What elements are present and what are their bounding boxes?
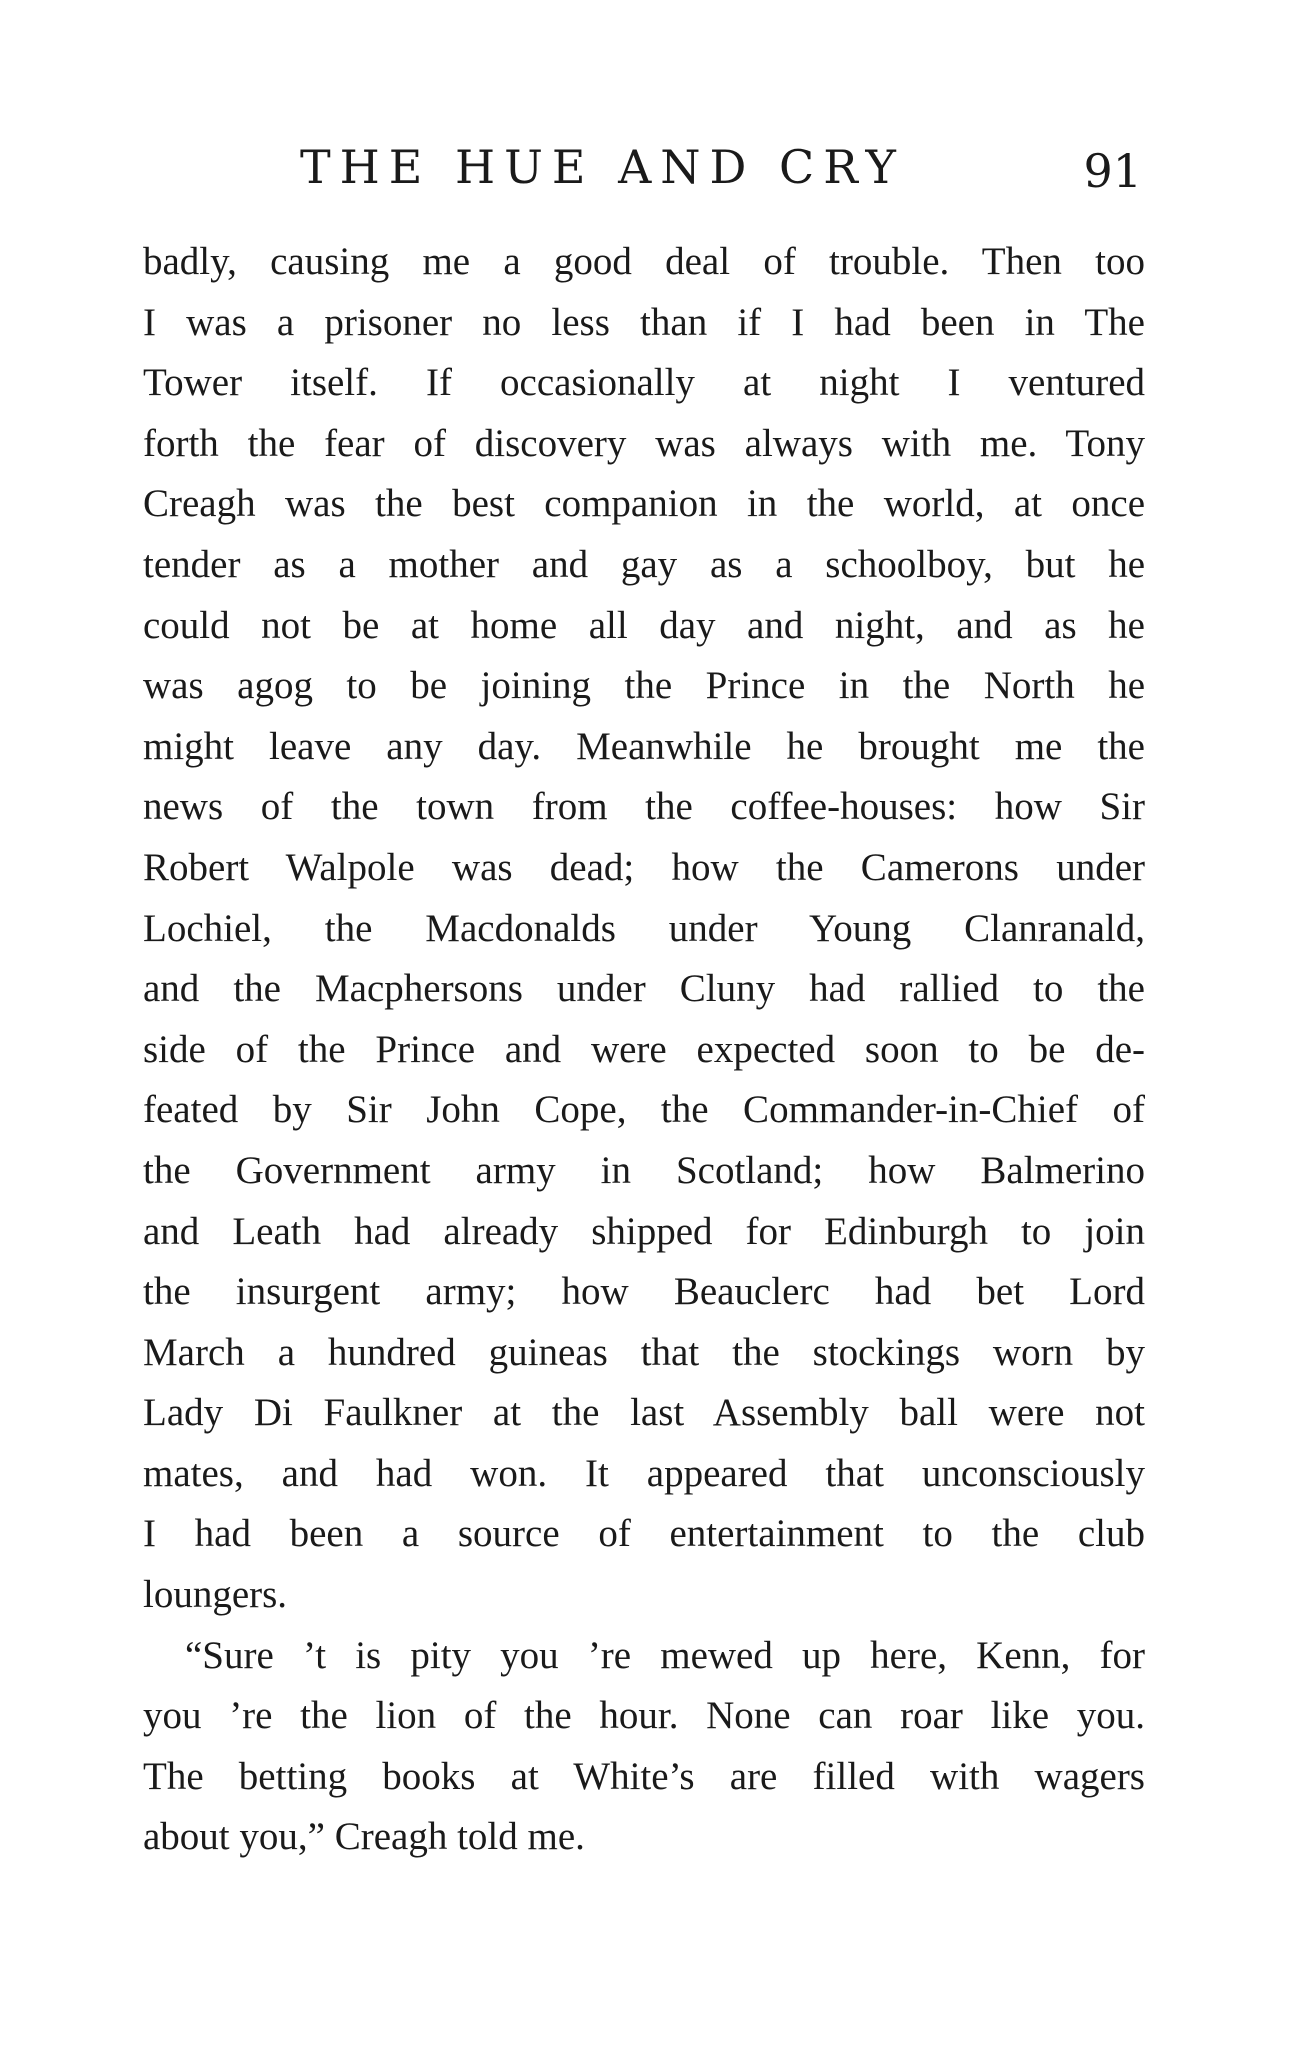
text-line: and the Macphersons under Cluny had rallied to the bbox=[143, 967, 1145, 1011]
text-line: loungers. bbox=[143, 1573, 288, 1617]
paragraph-2 bbox=[143, 1626, 1145, 1868]
text-line: badly, causing me a good deal of trouble. Then too bbox=[143, 240, 1145, 283]
text-line: the insurgent army; how Beauclerc had bet Lord bbox=[143, 1270, 1145, 1314]
text-line: might leave any day. Meanwhile he brought me the bbox=[143, 724, 1145, 768]
text-line: and Leath had already shipped for Edinburgh to join bbox=[143, 1209, 1145, 1253]
text-line: about you,” Creagh told me. bbox=[143, 1815, 585, 1859]
text-line: tender as a mother and gay as a schoolboy, but he bbox=[143, 542, 1145, 586]
text-line: I had been a source of entertainment to the club bbox=[143, 1512, 1145, 1556]
text-line: I was a prisoner no less than if I had been in The bbox=[143, 300, 1145, 344]
text-line: news of the town from the coffee-houses: how Sir bbox=[143, 785, 1145, 829]
running-title: THE HUE AND CRY bbox=[300, 140, 905, 194]
text-line: Robert Walpole was dead; how the Camerons under bbox=[143, 845, 1145, 889]
page-number: 91 bbox=[1083, 144, 1142, 198]
text-line: “Sure ’t is pity you ’re mewed up here, Kenn, for bbox=[185, 1633, 1145, 1677]
text-line: was agog to be joining the Prince in the North he bbox=[143, 664, 1145, 708]
text-line: the Government army in Scotland; how Balmerino bbox=[143, 1148, 1145, 1192]
text-line: Tower itself. If occasionally at night I ventured bbox=[143, 361, 1145, 405]
text-line: forth the fear of discovery was always with me. Tony bbox=[143, 421, 1145, 465]
text-line: mates, and had won. It appeared that unconsciously bbox=[143, 1451, 1145, 1495]
text-line: feated by Sir John Cope, the Commander-in-Chief of bbox=[143, 1088, 1145, 1132]
text-line: side of the Prince and were expected soon to be de- bbox=[143, 1027, 1145, 1071]
paragraph-1 bbox=[143, 232, 1145, 1626]
text-line: Creagh was the best companion in the world, at once bbox=[143, 482, 1145, 526]
text-line: The betting books at White’s are filled with wagers bbox=[143, 1754, 1145, 1798]
text-line: March a hundred guineas that the stockings worn by bbox=[143, 1330, 1145, 1374]
text-line: Lady Di Faulkner at the last Assembly ball were not bbox=[143, 1391, 1145, 1435]
text-line: Lochiel, the Macdonalds under Young Clanranald, bbox=[143, 906, 1145, 950]
body-text bbox=[143, 232, 1145, 1868]
text-line: you ’re the lion of the hour. None can roar like you. bbox=[143, 1694, 1145, 1738]
page-header bbox=[0, 140, 1312, 200]
text-line: could not be at home all day and night, and as he bbox=[143, 603, 1145, 647]
